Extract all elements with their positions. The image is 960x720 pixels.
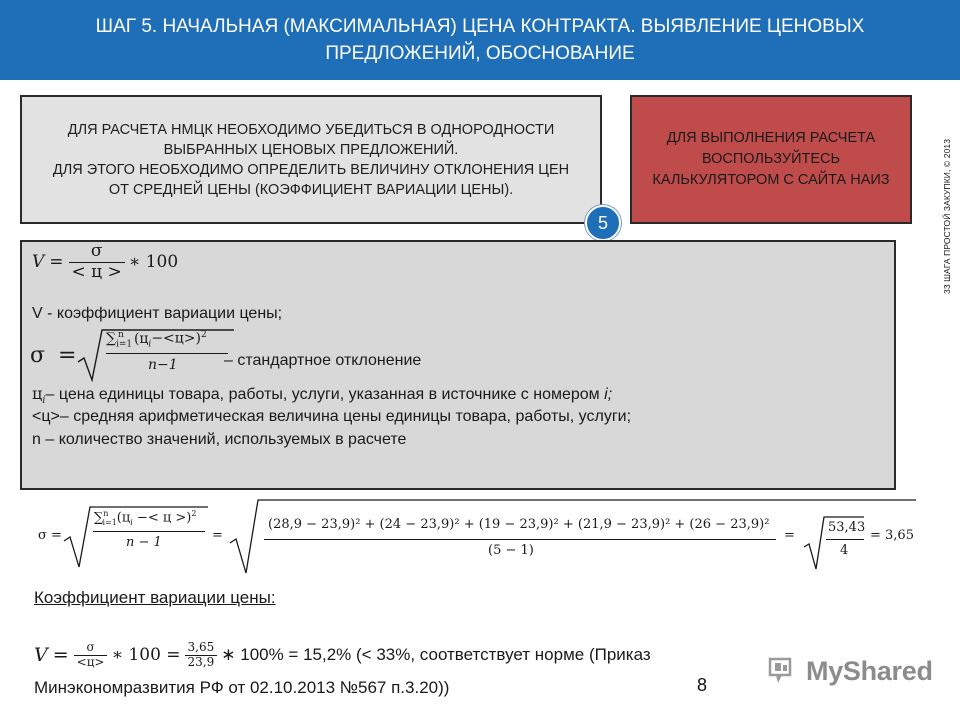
variation-reference: Минэкономразвития РФ от 02.10.2013 №567 п.3.20))	[34, 678, 450, 697]
v-definition: V - коэффициент вариации цены;	[32, 305, 283, 322]
myshared-logo	[768, 655, 933, 687]
avg-definition: <ц>– средняя арифметическая величина цены единицы товара, работы, услуги;	[32, 408, 632, 425]
formula-box	[20, 240, 896, 490]
calculator-note-text: ДЛЯ ВЫПОЛНЕНИЯ РАСЧЕТА ВОСПОЛЬЗУЙТЕСЬ КАЛЬКУЛЯТОРОМ С САЙТА НАИЗ	[652, 130, 890, 188]
header-bar	[0, 0, 960, 80]
variation-calculation: V = $\frac{\sigma}{<ц>}$ ∗ 100 = $\frac{3,65}{23,9}$ ∗ 100% = 15,2% (< 33%, соответствует норме (Приказ	[34, 639, 651, 669]
variation-heading: Коэффициент вариации цены:	[34, 588, 276, 607]
calc-numerator-1: $\sum^n_{i=1}(ц_i -< ц >)^2$	[94, 509, 197, 527]
myshared-logo-text: MyShared	[806, 655, 933, 686]
v-fraction: $\frac{\sigma}{< ц >}$	[69, 242, 125, 282]
step-badge: 5	[585, 205, 621, 241]
info-text: ДЛЯ РАСЧЕТА НМЦК НЕОБХОДИМО УБЕДИТЬСЯ В ОДНОРОДНОСТИ ВЫБРАННЫХ ЦЕНОВЫХ ПРЕДЛОЖЕНИЙ. ДЛЯ ЭТОГО НЕОБХОДИМО ОПРЕДЕЛИТЬ ВЕЛИЧИНУ ОТКЛОНЕНИЯ ЦЕН ОТ СРЕДНЕЙ ЦЕНЫ (КОЭФФИЦИЕНТ ВАРИАЦИИ ЦЕНЫ).	[52, 121, 570, 198]
v-formula: V = $\frac{\sigma}{< ц >}$ ∗ 100	[32, 241, 179, 282]
myshared-logo-icon	[768, 655, 800, 687]
page-number: 8	[697, 675, 708, 695]
sigma-calculation: σ = $\sum^n_{i=1}(ц_i -< ц >)^2$ n − 1 = (28,9 − 23,9)² + (24 − 23,9)² + (19 − 23,9)² + (21,9 − 23,9)² + (26 − 23,9)² (5 − 1) = 53,43 4 = 3,65	[0, 495, 960, 577]
sigma-formula: σ = $\sum_{i=1}^n$ $(ц_i-<ц>)^2$ n−1	[30, 326, 240, 382]
variation-fraction-2: $\frac{3,65}{23,9}$	[185, 641, 218, 670]
info-box	[20, 95, 602, 224]
sigma-definition: – стандартное отклонение	[224, 352, 422, 369]
ci-definition: $ц_i-$ цена единицы товара, работы, услуги, указанная в источнике с номером i;	[32, 384, 613, 407]
variation-fraction-1: $\frac{\sigma}{<ц>}$	[74, 641, 108, 670]
sigma-numerator: $\sum_{i=1}^n$ $(ц_i-<ц>)^2$	[106, 330, 207, 350]
n-definition: n – количество значений, используемых в расчете	[32, 431, 407, 448]
calculator-note-box[interactable]	[630, 95, 912, 224]
calc-numerator-2: (28,9 − 23,9)² + (24 − 23,9)² + (19 − 23,9)² + (21,9 − 23,9)² + (26 − 23,9)²	[268, 517, 770, 532]
page-title: ШАГ 5. НАЧАЛЬНАЯ (МАКСИМАЛЬНАЯ) ЦЕНА КОНТРАКТА. ВЫЯВЛЕНИЕ ЦЕНОВЫХ ПРЕДЛОЖЕНИЙ, ОБОСНОВАНИЕ	[95, 16, 865, 64]
sigma-denominator: n−1	[148, 357, 178, 373]
copyright-side-text: 33 ШАГА ПРОСТОЙ ЗАКУПКИ, © 2013	[942, 138, 952, 294]
